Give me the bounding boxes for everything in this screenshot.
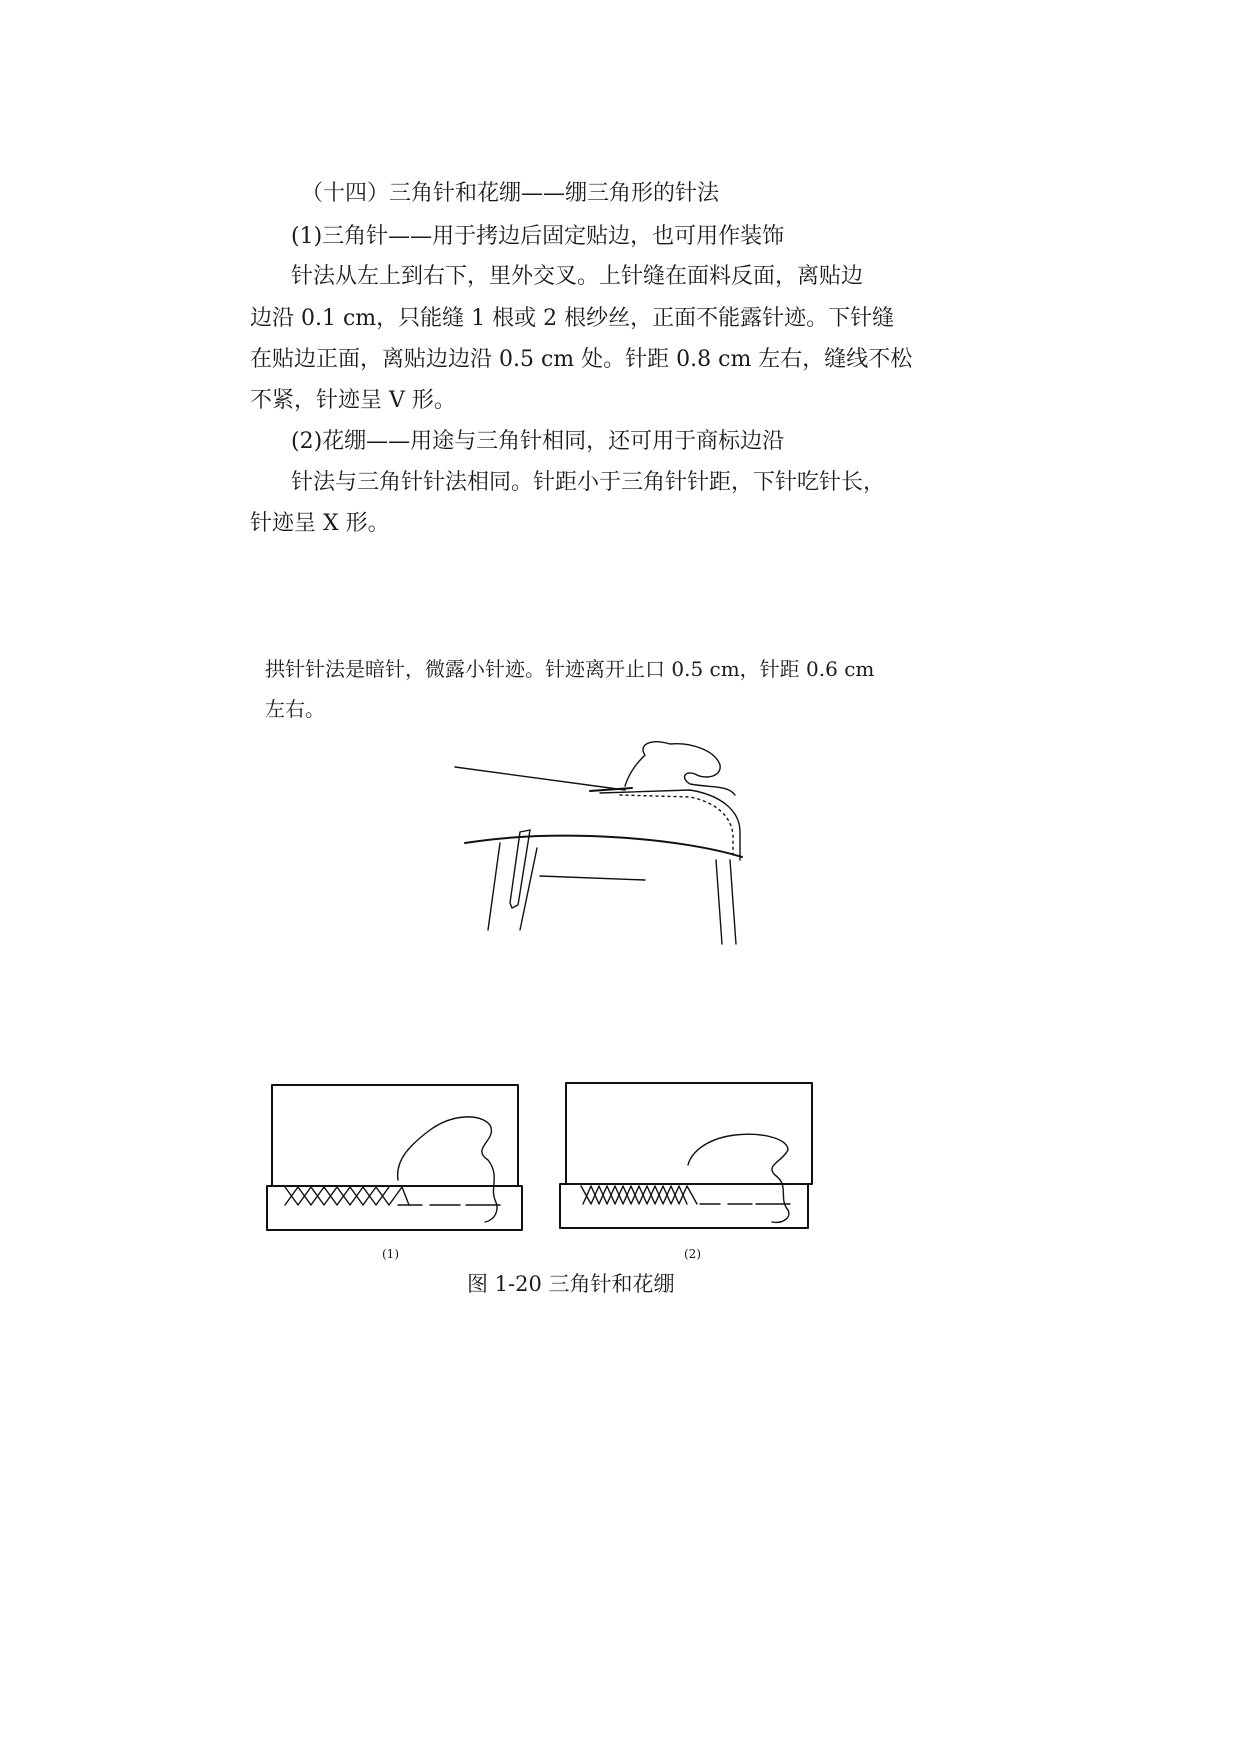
item1-line-3: 在贴边正面，离贴边边沿 0.5 cm 处。针距 0.8 cm 左右，缝线不松 (250, 347, 913, 372)
section-heading: （十四）三角针和花绷——绷三角形的针法 (301, 181, 720, 206)
item2-line-2: 针迹呈 X 形。 (250, 511, 390, 536)
figure-caption: 图 1-20 三角针和花绷 (467, 1272, 675, 1296)
backstitch-line-2: 左右。 (265, 697, 325, 721)
item1-line-4: 不紧，针迹呈 V 形。 (250, 388, 456, 413)
backstitch-line-1: 拱针针法是暗针，微露小针迹。针迹离开止口 0.5 cm，针距 0.6 cm (265, 657, 875, 681)
item1-title: (1)三角针——用于拷边后固定贴边，也可用作装饰 (291, 224, 785, 249)
item2-title: (2)花绷——用途与三角针相同，还可用于商标边沿 (291, 429, 785, 454)
item1-line-2: 边沿 0.1 cm，只能缝 1 根或 2 根纱丝，正面不能露针迹。下针缝 (250, 306, 895, 331)
item2-line-1: 针法与三角针针法相同。针距小于三角针针距，下针吃针长， (291, 470, 886, 495)
panel-2-label: (2) (684, 1247, 701, 1261)
panel-2-fabric (566, 1083, 812, 1184)
item1-line-1: 针法从左上到右下，里外交叉。上针缝在面料反面，离贴边 (291, 264, 864, 289)
panel-2-thread (688, 1134, 789, 1222)
panel-2-stitch-b (581, 1186, 687, 1204)
panel-1-label: (1) (382, 1247, 399, 1261)
